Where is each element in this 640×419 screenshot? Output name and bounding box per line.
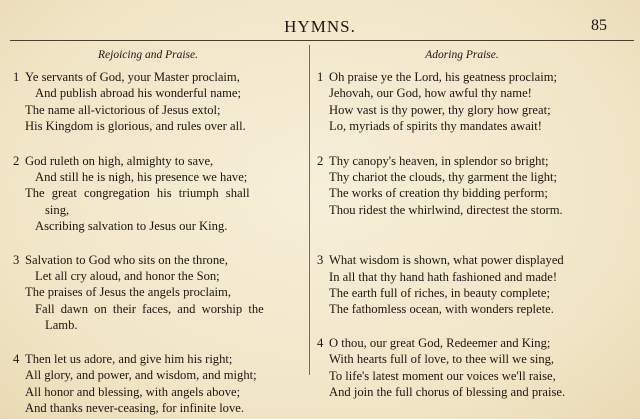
verse-line: Thou ridest the whirlwind, directest the storm.: [329, 202, 563, 217]
verse-number: 2: [13, 153, 20, 168]
verse-line: Lamb.: [45, 318, 78, 333]
verse-line: What wisdom is shown, what power displayed: [329, 253, 564, 268]
verse-number: 4: [13, 351, 20, 366]
hymn-verse: [13, 153, 303, 235]
verse-line: Thy canopy's heaven, in splendor so bright;: [329, 153, 549, 168]
verse-line: O thou, our great God, Redeemer and King;: [329, 335, 551, 350]
verse-line: The name all-victorious of Jesus extol;: [25, 102, 221, 117]
verse-line: sing,: [45, 202, 70, 217]
verse-number: 2: [317, 153, 324, 168]
running-header-title: HYMNS.: [284, 17, 356, 36]
verse-line: Oh praise ye the Lord, his geatness proclaim;: [329, 70, 558, 84]
verse-line: And thanks never-ceasing, for infinite love.: [25, 400, 245, 415]
verse-number: 4: [317, 335, 324, 350]
verse-line: With hearts full of love, to thee will we sing,: [329, 352, 555, 367]
verse-number: 3: [317, 253, 324, 268]
verse-line: How vast is thy power, thy glory how great;: [329, 102, 551, 117]
left-column: [13, 49, 303, 416]
verse-line: Ascribing salvation to Jesus our King.: [35, 219, 228, 234]
column-divider: [309, 45, 310, 375]
hymn-verse: [317, 252, 607, 318]
verse-line: The fathomless ocean, with wonders replete.: [329, 302, 554, 317]
verse-line: And still he is nigh, his presence we have;: [35, 170, 248, 185]
hymn-verse: [13, 69, 303, 135]
section-title-adoring: Adoring Praise.: [425, 49, 499, 61]
section-title-rejoicing: Rejoicing and Praise.: [98, 49, 198, 61]
hymn-verse: [317, 153, 607, 219]
verse-line: The earth full of riches, in beauty complete;: [329, 286, 551, 301]
verse-number: 3: [13, 252, 20, 267]
verse-line: And publish abroad his wonderful name;: [35, 86, 242, 101]
verse-number: 1: [13, 70, 20, 84]
verse-line: Thy chariot the clouds, thy garment the light;: [329, 170, 558, 185]
verse-line: The great congregation his triumph shall: [25, 186, 250, 201]
hymn-verse: [13, 252, 303, 334]
verse-line: Lo, myriads of spirits thy mandates await!: [329, 119, 542, 134]
verse-line: Fall dawn on their faces, and worship the: [35, 301, 264, 316]
verse-line: All glory, and power, and wisdom, and might;: [25, 368, 257, 383]
verse-line: All honor and blessing, with angels above;: [25, 384, 241, 399]
verse-line: Salvation to God who sits on the throne,: [25, 252, 228, 267]
verse-line: God ruleth on high, almighty to save,: [25, 153, 214, 168]
verse-line: The works of creation thy bidding perform;: [329, 186, 548, 201]
verse-number: 1: [317, 70, 324, 84]
verse-line: His Kingdom is glorious, and rules over all.: [25, 119, 246, 134]
verse-line: To life's latest moment our voices we'll raise,: [329, 368, 556, 383]
verse-line: And join the full chorus of blessing and praise.: [329, 385, 566, 400]
hymn-verse: [317, 335, 607, 401]
page-number: 85: [591, 17, 607, 34]
verse-line: Then let us adore, and give him his right;: [25, 351, 233, 366]
verse-line: Jehovah, our God, how awful thy name!: [329, 86, 532, 101]
header-rule: [10, 40, 634, 41]
hymn-verse: [317, 69, 607, 135]
hymn-verse: [13, 351, 303, 417]
verse-line: Let all cry aloud, and honor the Son;: [35, 269, 220, 284]
verse-line: The praises of Jesus the angels proclaim,: [25, 285, 231, 300]
right-column: [317, 49, 607, 401]
verse-line: In all that thy hand hath fashioned and made!: [329, 269, 558, 284]
verse-line: Ye servants of God, your Master proclaim,: [25, 70, 240, 84]
